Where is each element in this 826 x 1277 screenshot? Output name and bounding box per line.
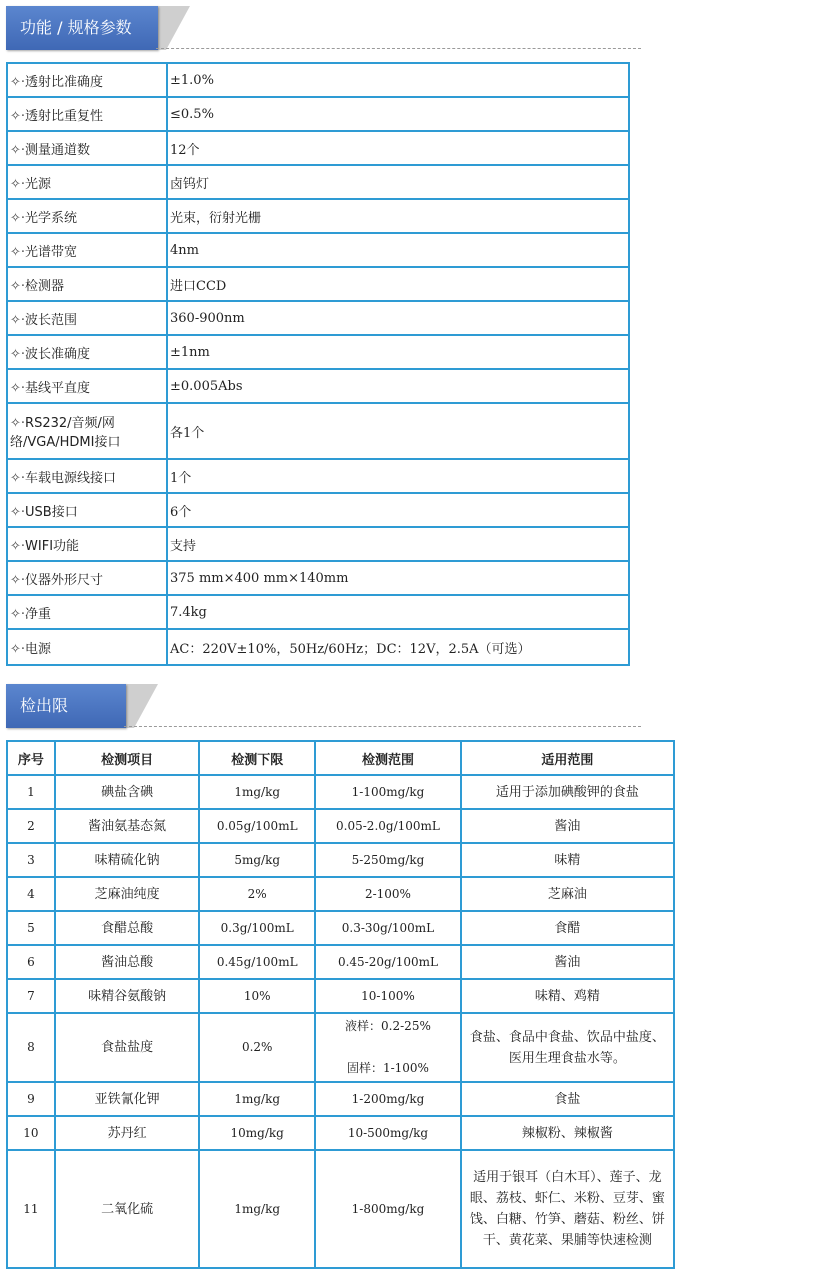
table-cell <box>199 979 315 1013</box>
cell-text: 1mg/kg <box>234 1201 281 1216</box>
cell-text: 辣椒粉、辣椒酱 <box>521 1125 613 1141</box>
table-cell <box>461 775 674 809</box>
table-row <box>7 1116 674 1150</box>
spec-value: 支持 <box>167 527 629 561</box>
cell-text: 5mg/kg <box>234 852 281 867</box>
cell-text: 芝麻油 <box>547 886 587 902</box>
spec-value: 360-900nm <box>167 301 629 335</box>
spec-value: 4nm <box>167 233 629 267</box>
table-cell <box>461 1150 674 1268</box>
cell-text: 1-800mg/kg <box>351 1201 425 1216</box>
cell-text: 10-500mg/kg <box>347 1125 429 1140</box>
column-header: 检测范围 <box>315 741 461 775</box>
cell-text: 4 <box>27 886 35 901</box>
cell-text: 7 <box>27 988 35 1003</box>
cell-text: 酱油 <box>554 818 581 834</box>
table-cell <box>7 775 55 809</box>
table-cell <box>7 1150 55 1268</box>
cell-text: 0.05-2.0g/100mL <box>336 818 440 833</box>
column-header: 适用范围 <box>461 741 674 775</box>
cell-text: 1mg/kg <box>234 1091 281 1106</box>
table-row <box>7 945 674 979</box>
table-cell <box>7 1082 55 1116</box>
spec-table <box>6 62 630 666</box>
spec-name <box>7 335 167 369</box>
table-cell <box>7 877 55 911</box>
spec-name-label: 波长范围 <box>25 312 78 328</box>
cell-text: 0.45g/100mL <box>216 954 298 969</box>
cell-text: 8 <box>27 1040 35 1054</box>
spec-name <box>7 561 167 595</box>
bullet-icon: ✧· <box>10 74 26 90</box>
cell-text: 0.2% <box>241 1040 273 1054</box>
cell-text: 5 <box>27 920 35 935</box>
spec-name <box>7 403 167 459</box>
spec-value: AC：220V±10%，50Hz/60Hz；DC：12V，2.5A（可选） <box>167 629 629 665</box>
cell-text: 10% <box>243 988 271 1003</box>
table-cell <box>7 843 55 877</box>
cell-text: 味精、鸡精 <box>534 988 600 1004</box>
cell-text: 1-100mg/kg <box>351 784 425 799</box>
cell-text: 味精谷氨酸钠 <box>88 988 167 1004</box>
detection-limit-table <box>6 740 675 1269</box>
table-cell <box>461 809 674 843</box>
cell-text: 芝麻油纯度 <box>94 886 160 902</box>
table-cell <box>55 809 199 843</box>
table-row <box>7 1013 674 1082</box>
cell-text: 3 <box>27 852 35 867</box>
table-row <box>7 165 629 199</box>
spec-value: 各1个 <box>167 403 629 459</box>
spec-value: 6个 <box>167 493 629 527</box>
cell-text: 0.3g/100mL <box>220 920 294 935</box>
spec-name <box>7 131 167 165</box>
table-cell <box>199 1013 315 1082</box>
cell-text: 味精硫化钠 <box>94 852 160 868</box>
table-cell <box>315 843 461 877</box>
table-cell <box>315 775 461 809</box>
cell-text: 酱油氨基态氮 <box>88 818 167 834</box>
table-row <box>7 335 629 369</box>
column-header: 检测项目 <box>55 741 199 775</box>
bullet-icon: ✧· <box>10 278 26 294</box>
table-cell <box>199 775 315 809</box>
table-row <box>7 561 629 595</box>
table-row <box>7 459 629 493</box>
table-cell <box>315 1082 461 1116</box>
cell-text: 2-100% <box>364 886 411 901</box>
bullet-icon: ✧· <box>10 538 26 554</box>
cell-text: 6 <box>27 954 35 969</box>
table-row <box>7 629 629 665</box>
section-header-limits <box>6 684 646 728</box>
cell-text: 1mg/kg <box>234 784 281 799</box>
spec-name-label: 透射比重复性 <box>25 108 104 124</box>
table-row <box>7 877 674 911</box>
spec-name <box>7 527 167 561</box>
spec-value: 7.4kg <box>167 595 629 629</box>
table-row <box>7 131 629 165</box>
spec-name-label: 检测器 <box>25 278 65 294</box>
spec-name <box>7 267 167 301</box>
spec-name <box>7 595 167 629</box>
cell-text: 1 <box>27 784 35 799</box>
spec-name <box>7 165 167 199</box>
table-header-row <box>7 741 674 775</box>
spec-name <box>7 63 167 97</box>
section-title-limits: 检出限 <box>6 684 126 728</box>
table-row <box>7 369 629 403</box>
spec-value: 12个 <box>167 131 629 165</box>
spec-name-label: 仪器外形尺寸 <box>25 572 104 588</box>
table-row <box>7 1150 674 1268</box>
table-cell <box>461 877 674 911</box>
section-title-specs: 功能 / 规格参数 <box>6 6 158 50</box>
table-cell <box>461 843 674 877</box>
cell-text: 液样：0.2-25% <box>345 1019 431 1033</box>
cell-text: 1-200mg/kg <box>351 1091 425 1106</box>
table-cell <box>315 809 461 843</box>
table-cell <box>199 1116 315 1150</box>
bullet-icon: ✧· <box>10 176 26 192</box>
table-cell <box>461 945 674 979</box>
table-cell <box>55 877 199 911</box>
cell-text: 2% <box>247 886 267 901</box>
table-row <box>7 911 674 945</box>
table-cell <box>199 843 315 877</box>
header-divider <box>156 48 641 49</box>
table-cell <box>315 1150 461 1268</box>
cell-text: 0.05g/100mL <box>216 818 298 833</box>
table-cell <box>199 911 315 945</box>
cell-text: 10mg/kg <box>230 1125 284 1140</box>
bullet-icon: ✧· <box>10 470 26 486</box>
table-cell <box>461 979 674 1013</box>
table-cell <box>55 911 199 945</box>
table-cell <box>55 1013 199 1082</box>
spec-name-label: 基线平直度 <box>25 380 91 396</box>
spec-name <box>7 493 167 527</box>
table-row <box>7 403 629 459</box>
spec-name-label: 光谱带宽 <box>25 244 78 260</box>
bullet-icon: ✧· <box>10 108 26 124</box>
table-row <box>7 267 629 301</box>
section-header-specs <box>6 6 646 50</box>
table-row <box>7 527 629 561</box>
bullet-icon: ✧· <box>10 244 26 260</box>
column-header: 检测下限 <box>199 741 315 775</box>
spec-name-label: 光源 <box>25 176 52 192</box>
bullet-icon: ✧· <box>10 312 26 328</box>
cell-text: 食盐、食品中食盐、饮品中盐度、医用生理食盐水等。 <box>469 1029 665 1066</box>
spec-value: 1个 <box>167 459 629 493</box>
bullet-icon: ✧· <box>10 504 26 520</box>
table-cell <box>199 1082 315 1116</box>
bullet-icon: ✧· <box>10 572 26 588</box>
cell-text: 酱油 <box>554 954 581 970</box>
cell-text: 苏丹红 <box>107 1125 147 1141</box>
table-cell <box>7 1013 55 1082</box>
table-cell <box>7 945 55 979</box>
spec-value: 卤钨灯 <box>167 165 629 199</box>
spec-name-label: 透射比准确度 <box>25 74 104 90</box>
table-cell <box>199 809 315 843</box>
table-cell <box>315 1116 461 1150</box>
table-row <box>7 493 629 527</box>
spec-name <box>7 199 167 233</box>
cell-text: 2 <box>27 818 35 833</box>
table-cell <box>55 843 199 877</box>
cell-text: 10-100% <box>361 988 415 1003</box>
spec-value: ±1nm <box>167 335 629 369</box>
table-row <box>7 1082 674 1116</box>
bullet-icon: ✧· <box>10 142 26 158</box>
cell-text: 酱油总酸 <box>101 954 154 970</box>
cell-text: 碘盐含碘 <box>101 784 154 800</box>
table-cell <box>461 1116 674 1150</box>
table-cell <box>315 979 461 1013</box>
cell-text: 亚铁氰化钾 <box>94 1091 160 1107</box>
bullet-icon: ✧· <box>10 606 26 622</box>
table-cell <box>315 945 461 979</box>
spec-value: 光束，衍射光栅 <box>167 199 629 233</box>
spec-value: ≤0.5% <box>167 97 629 131</box>
table-row <box>7 809 674 843</box>
table-row <box>7 199 629 233</box>
spec-name <box>7 459 167 493</box>
spec-name-label: RS232/音频/网络/VGA/HDMI接口 <box>10 416 121 450</box>
table-cell <box>7 1116 55 1150</box>
table-cell <box>55 775 199 809</box>
table-row <box>7 979 674 1013</box>
spec-name-label: 光学系统 <box>25 210 78 226</box>
table-cell <box>199 877 315 911</box>
table-cell <box>315 911 461 945</box>
spec-name <box>7 301 167 335</box>
cell-text: 0.3-30g/100mL <box>341 920 435 935</box>
table-row <box>7 63 629 97</box>
spec-value: 375 mm×400 mm×140mm <box>167 561 629 595</box>
table-cell <box>315 877 461 911</box>
table-cell <box>55 1082 199 1116</box>
cell-text: 味精 <box>554 852 581 868</box>
spec-name-label: 净重 <box>25 606 52 622</box>
table-cell <box>315 1013 461 1082</box>
table-cell <box>55 979 199 1013</box>
column-header: 序号 <box>7 741 55 775</box>
bullet-icon: ✧· <box>10 210 26 226</box>
table-cell <box>461 1013 674 1082</box>
cell-text: 0.45-20g/100mL <box>337 954 438 969</box>
spec-value: ±1.0% <box>167 63 629 97</box>
table-cell <box>461 1082 674 1116</box>
table-cell <box>199 1150 315 1268</box>
spec-value: 进口CCD <box>167 267 629 301</box>
table-cell <box>7 809 55 843</box>
cell-text: 固样：1-100% <box>346 1061 429 1075</box>
cell-text: 适用于添加碘酸钾的食盐 <box>495 784 639 800</box>
spec-name-label: 车载电源线接口 <box>25 470 117 486</box>
table-row <box>7 843 674 877</box>
spec-name-label: 测量通道数 <box>25 142 91 158</box>
table-cell <box>55 945 199 979</box>
table-cell <box>7 911 55 945</box>
cell-text: 食盐 <box>554 1091 581 1107</box>
bullet-icon: ✧· <box>10 416 26 431</box>
cell-text: 食盐盐度 <box>101 1040 154 1055</box>
spec-name <box>7 233 167 267</box>
table-cell <box>55 1116 199 1150</box>
cell-text: 10 <box>23 1125 39 1140</box>
cell-text: 食醋 <box>554 920 581 936</box>
table-row <box>7 301 629 335</box>
table-row <box>7 233 629 267</box>
cell-text: 食醋总酸 <box>101 920 154 936</box>
cell-text: 适用于银耳（白木耳）、莲子、龙眼、荔枝、虾仁、米粉、豆芽、蜜饯、白糖、竹笋、蘑菇、粉丝、饼干、黄花菜、果脯等快速检测 <box>469 1170 665 1248</box>
table-cell <box>461 911 674 945</box>
spec-value: ±0.005Abs <box>167 369 629 403</box>
header-divider <box>124 726 641 727</box>
table-cell <box>199 945 315 979</box>
spec-name-label: USB接口 <box>25 504 78 520</box>
spec-name-label: WIFI功能 <box>25 538 80 554</box>
cell-text: 9 <box>27 1091 35 1106</box>
bullet-icon: ✧· <box>10 641 26 657</box>
table-cell <box>7 979 55 1013</box>
bullet-icon: ✧· <box>10 346 26 362</box>
spec-name <box>7 369 167 403</box>
table-row <box>7 595 629 629</box>
cell-text: 5-250mg/kg <box>351 852 425 867</box>
bullet-icon: ✧· <box>10 380 26 396</box>
cell-text: 11 <box>23 1201 39 1216</box>
table-cell <box>55 1150 199 1268</box>
spec-name-label: 波长准确度 <box>25 346 91 362</box>
cell-text: 二氧化硫 <box>101 1201 154 1217</box>
spec-name <box>7 97 167 131</box>
table-row <box>7 97 629 131</box>
table-row <box>7 775 674 809</box>
spec-name <box>7 629 167 665</box>
spec-name-label: 电源 <box>25 641 52 657</box>
